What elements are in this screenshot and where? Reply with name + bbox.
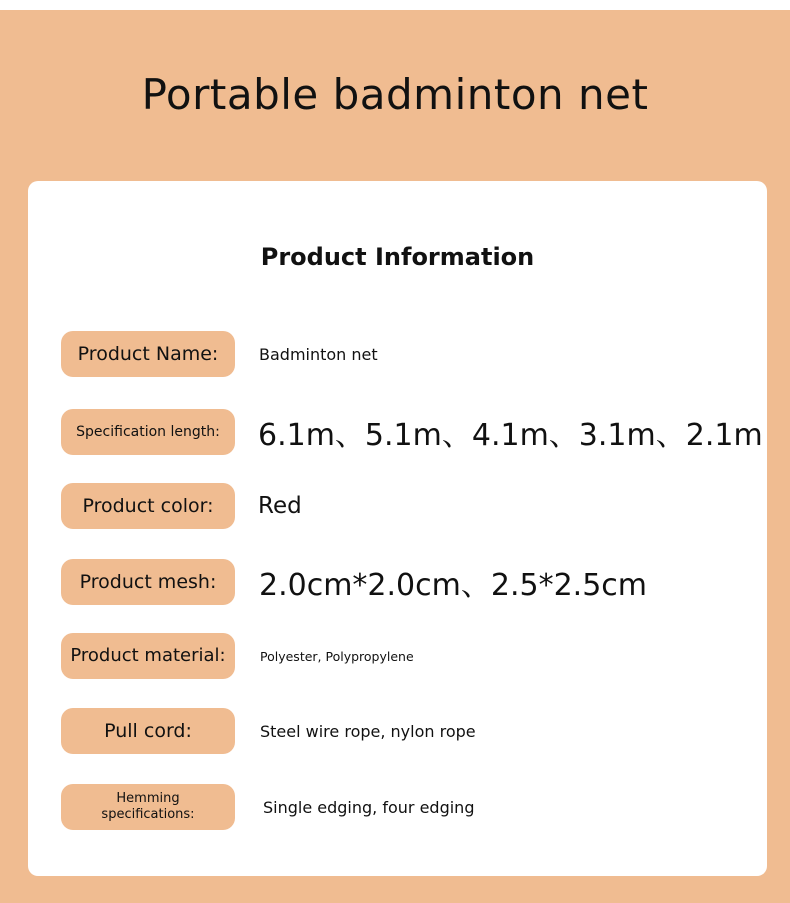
info-row-product-mesh xyxy=(28,559,767,605)
info-label: Specification length: xyxy=(61,409,235,455)
info-value: Badminton net xyxy=(259,344,378,364)
info-row-pull-cord xyxy=(28,708,767,754)
info-row-product-color xyxy=(28,483,767,529)
info-row-product-material xyxy=(28,633,767,679)
info-value: Red xyxy=(258,493,302,519)
info-row-hemming-specifications xyxy=(28,784,767,830)
info-label: Hemming specifications: xyxy=(61,784,235,830)
info-value: Single edging, four edging xyxy=(263,797,475,817)
info-value: Steel wire rope, nylon rope xyxy=(260,721,476,741)
page-title: Portable badminton net xyxy=(141,70,649,119)
card-title: Product Information xyxy=(260,243,535,271)
info-value: 6.1m、5.1m、4.1m、3.1m、2.1m xyxy=(258,418,763,453)
info-value: Polyester, Polypropylene xyxy=(260,648,414,664)
info-value: 2.0cm*2.0cm、2.5*2.5cm xyxy=(259,568,647,603)
info-label: Product Name: xyxy=(61,331,235,377)
info-label: Product color: xyxy=(61,483,235,529)
info-label: Product mesh: xyxy=(61,559,235,605)
info-row-product-name xyxy=(28,331,767,377)
info-label: Product material: xyxy=(61,633,235,679)
product-info-card xyxy=(28,181,767,876)
info-row-specification-length xyxy=(28,409,767,455)
info-label: Pull cord: xyxy=(61,708,235,754)
